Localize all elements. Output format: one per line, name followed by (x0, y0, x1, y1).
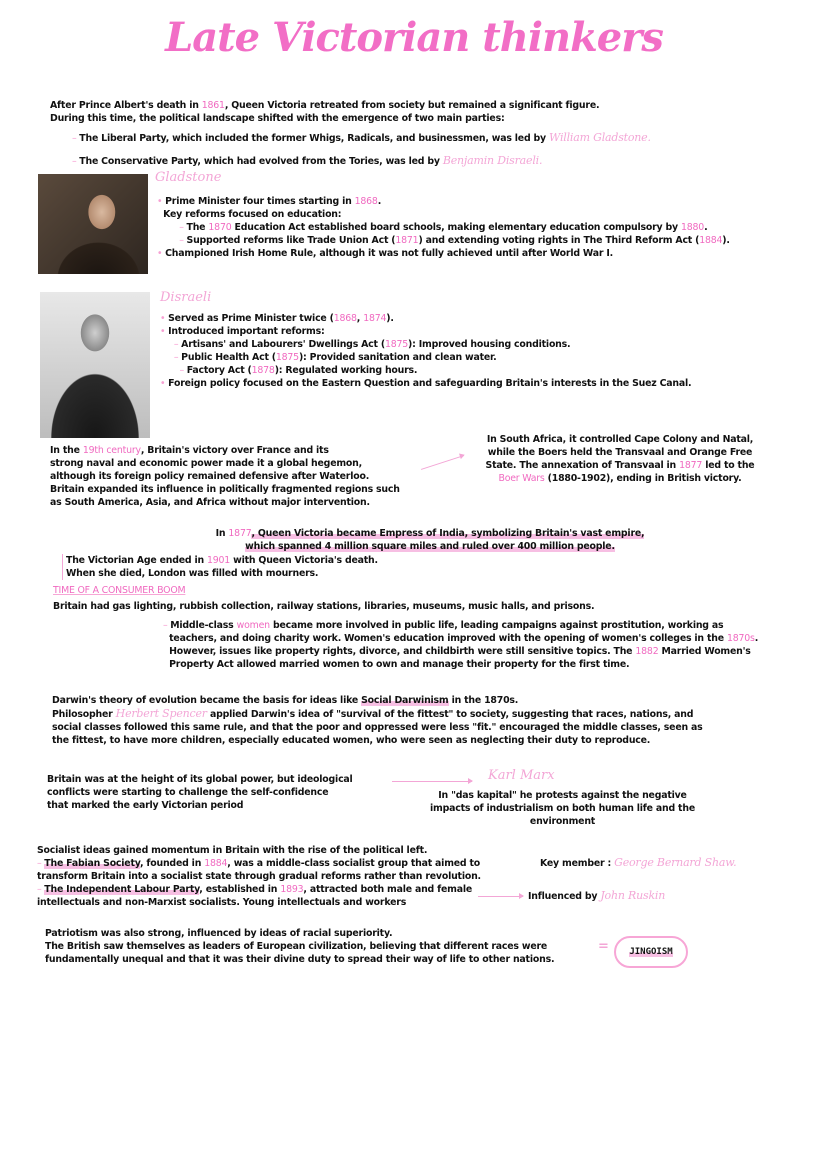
socialism-paragraph (37, 844, 481, 909)
highlighted-term: 1880 (681, 222, 705, 233)
text-segment: with Queen Victoria's death. (230, 555, 378, 566)
bullet-marker: • (157, 196, 166, 207)
highlighted-term: 1882 (635, 646, 659, 657)
marked-text: The Fabian Society (44, 858, 140, 869)
text-line (50, 496, 400, 509)
text-segment: , founded in (139, 858, 205, 869)
highlighted-term: 1878 (251, 365, 275, 376)
highlighted-term: 1877 (228, 528, 252, 539)
text-line (50, 444, 400, 457)
text-segment: transform Britain into a socialist state through gradual reforms rather than revolution. (37, 871, 481, 882)
bullet-marker: • (160, 313, 169, 324)
text-segment: State. The annexation of Transvaal in (485, 460, 680, 471)
text-line (157, 208, 730, 221)
text-segment: In (215, 528, 229, 539)
text-segment: The Conservative Party, which had evolved from the Tories, was led by (79, 156, 443, 167)
text-segment: (1880-1902), ending in British victory. (544, 473, 742, 484)
text-segment: Served as Prime Minister twice ( (168, 313, 334, 324)
text-segment: Factory Act ( (186, 365, 252, 376)
text-line (157, 247, 730, 260)
bullet-marker: • (157, 248, 166, 259)
text-segment: the fittest, to have more children, especially educated women, who were seen as neglecting their duty to reproduce. (52, 735, 651, 746)
text-segment: Influenced by (528, 891, 601, 902)
bullet-marker: – (37, 884, 45, 895)
text-line (37, 870, 481, 883)
key-member-note (540, 856, 736, 870)
text-segment: In "das kapital" he protests against the negative (438, 790, 687, 801)
highlighted-term: 1875 (275, 352, 299, 363)
text-segment: strong naval and economic power made it a global hegemon, (50, 458, 363, 469)
empress-paragraph (180, 527, 680, 553)
text-segment: Cape Colony (634, 434, 698, 445)
disraeli-notes (160, 312, 691, 390)
text-segment: , (356, 313, 364, 324)
text-line (160, 338, 691, 351)
marked-text: which spanned 4 million square miles and ruled over 400 million people. (245, 541, 615, 552)
text-line (37, 857, 481, 870)
highlighted-term: 19th century (82, 445, 141, 456)
patriotism-paragraph (45, 927, 554, 966)
disraeli-heading: Disraeli (160, 290, 212, 305)
text-segment: Darwin's theory of evolution became the basis for ideas like (52, 695, 362, 706)
gladstone-notes (157, 195, 730, 260)
text-segment: However, issues like property rights, divorce, and childbirth were still sensitive topics. The (163, 646, 636, 657)
text-segment: Britain had gas lighting, rubbish collection, railway stations, libraries, museums, music halls, and prisons. (53, 601, 595, 612)
text-segment: , established in (199, 884, 281, 895)
highlighted-term: 1901 (207, 555, 231, 566)
text-segment: ). (722, 235, 730, 246)
jingoism-label: JINGOISM (629, 947, 673, 957)
text-line (160, 312, 691, 325)
text-segment: . (704, 222, 708, 233)
text-line (45, 927, 554, 940)
text-segment: Britain expanded its influence in politically fragmented regions such (50, 484, 400, 495)
text-line (395, 789, 730, 802)
text-segment: Artisans' and Labourers' Dwellings Act ( (181, 339, 385, 350)
marked-text: The Independent Labour Party (44, 884, 200, 895)
text-segment: applied Darwin's idea of "survival of the fittest" to society, suggesting that races, nations, and (206, 709, 694, 720)
text-segment: Foreign policy focused on the Eastern Question and safeguarding Britain's interests in the Suez Canal. (168, 378, 692, 389)
arrow-icon (421, 455, 464, 470)
text-line (50, 483, 400, 496)
south-africa-paragraph (470, 433, 770, 485)
highlighted-term: 1875 (384, 339, 409, 350)
highlighted-term: 1874 (363, 313, 387, 324)
text-segment: Middle-class (170, 620, 237, 631)
text-segment: , was a middle-class socialist group that aimed to (227, 858, 481, 869)
text-line (470, 433, 770, 446)
text-line (180, 540, 680, 553)
text-segment: Socialist ideas gained momentum in Britain with the rise of the political left. (37, 845, 428, 856)
text-segment: The British saw themselves as leaders of European civilization, believing that different races were (45, 941, 548, 952)
arrow-icon (392, 781, 472, 782)
parties-list (72, 127, 651, 173)
text-line (37, 883, 481, 896)
highlighted-term: Boer Wars (498, 473, 545, 484)
highlighted-term: 1868 (333, 313, 357, 324)
consumer-boom-heading: TIME OF A CONSUMER BOOM (53, 585, 186, 596)
influenced-by-note (528, 889, 665, 903)
text-segment: in the 1870s. (448, 695, 519, 706)
text-segment: , (749, 434, 754, 445)
gladstone-portrait (38, 174, 148, 274)
name-annotation: John Ruskin (600, 889, 666, 902)
bullet-marker: – (157, 222, 187, 233)
bullet-marker: – (72, 133, 80, 144)
highlighted-term: 1870 (208, 222, 232, 233)
text-segment: Patriotism was also strong, influenced by ideas of racial superiority. (45, 928, 393, 939)
text-segment: led to the (702, 460, 755, 471)
text-line (470, 459, 770, 472)
text-segment: , Queen Victoria retreated from society but remained a significant figure. (224, 100, 600, 111)
name-annotation: Herbert Spencer (115, 707, 207, 720)
marked-text: Social Darwinism (361, 695, 449, 706)
text-line (157, 195, 730, 208)
text-line (395, 815, 730, 828)
ideological-paragraph (47, 773, 353, 812)
text-segment: fundamentally unequal and that it was their divine duty to spread their way of life to other nations. (45, 954, 555, 965)
text-segment: Married Women's (658, 646, 751, 657)
text-segment: intellectuals and non-Marxist socialists. Young intellectuals and workers (37, 897, 407, 908)
karl-marx-heading: Karl Marx (488, 768, 555, 783)
text-line (45, 940, 554, 953)
marx-paragraph (395, 789, 730, 828)
women-paragraph (163, 619, 758, 671)
text-segment: Prime Minister four times starting in (165, 196, 355, 207)
text-line (528, 889, 665, 903)
text-segment: social classes followed this same rule, and that the poor and oppressed were less "fit." encouraged the middle classes, seen as (52, 722, 703, 733)
text-segment: and (697, 434, 723, 445)
consumer-boom-line (53, 600, 594, 613)
text-line (163, 632, 758, 645)
bullet-marker: – (72, 156, 80, 167)
highlighted-term: women (236, 620, 270, 631)
text-line (50, 457, 400, 470)
text-segment: When she died, London was filled with mourners. (66, 568, 319, 579)
text-line (52, 707, 703, 721)
darwin-paragraph (52, 694, 703, 747)
text-segment: although its foreign policy remained defensive after Waterloo. (50, 471, 370, 482)
gladstone-heading: Gladstone (155, 170, 222, 185)
text-segment: During this time, the political landscape shifted with the emergence of two main parties: (50, 113, 505, 124)
text-segment: Britain was at the height of its global power, but ideological (47, 774, 353, 785)
highlighted-term: 1884 (699, 235, 723, 246)
arrow-icon (478, 896, 523, 897)
text-segment: Introduced important reforms: (168, 326, 325, 337)
highlighted-term: 1861 (201, 100, 225, 111)
text-line (47, 799, 353, 812)
text-segment: Key member : (540, 858, 615, 869)
text-segment: Supported reforms like Trade Union Act ( (186, 235, 396, 246)
page-title: Late Victorian thinkers (165, 14, 663, 61)
disraeli-portrait (40, 292, 150, 438)
bullet-marker: • (160, 378, 169, 389)
highlighted-term: 1870s (726, 633, 755, 644)
text-line (37, 896, 481, 909)
name-annotation: William Gladstone. (549, 131, 651, 144)
name-annotation: Benjamin Disraeli. (442, 154, 543, 167)
text-segment: , Britain's victory over France and its (140, 445, 329, 456)
bullet-marker: • (160, 326, 169, 337)
intro-paragraph (50, 99, 599, 125)
text-segment: In the (50, 445, 83, 456)
name-annotation: George Bernard Shaw. (614, 856, 737, 869)
highlighted-term: 1893 (280, 884, 304, 895)
text-line (52, 734, 703, 747)
text-segment: . (754, 633, 759, 644)
text-line (160, 377, 691, 390)
text-segment: became more involved in public life, leading campaigns against prostitution, working as (269, 620, 724, 631)
text-line (163, 658, 758, 671)
text-line (160, 351, 691, 364)
marked-text: , Queen Victoria became Empress of India, symbolizing Britain's vast empire, (251, 528, 645, 539)
text-line (66, 567, 378, 580)
text-segment: Education Act established board schools, making elementary education compulsory by (231, 222, 682, 233)
text-segment: as South America, Asia, and Africa without major intervention. (50, 497, 370, 508)
text-line (160, 364, 691, 377)
text-segment: The Liberal Party, which included the former Whigs, Radicals, and businessmen, was led by (79, 133, 550, 144)
highlighted-term: 1884 (204, 858, 228, 869)
bullet-marker: – (160, 365, 187, 376)
text-segment: . (377, 196, 382, 207)
text-line (163, 645, 758, 658)
text-segment: Philosopher (52, 709, 116, 720)
text-segment: that marked the early Victorian period (47, 800, 244, 811)
text-line (395, 802, 730, 815)
text-segment: ) and extending voting rights in The Third Reform Act ( (418, 235, 700, 246)
text-line (37, 844, 481, 857)
hegemon-paragraph (50, 444, 400, 509)
bullet-marker: – (37, 858, 45, 869)
text-line (157, 221, 730, 234)
text-line (540, 856, 736, 870)
text-segment: Natal (722, 434, 750, 445)
equals-sign: = (598, 939, 609, 954)
text-segment: while the Boers held the Transvaal and Orange Free (487, 447, 753, 458)
text-line (470, 472, 770, 485)
text-segment: conflicts were starting to challenge the self-confidence (47, 787, 329, 798)
highlighted-term: 1877 (679, 460, 703, 471)
text-line (157, 234, 730, 247)
text-segment: In South Africa, it controlled (486, 434, 635, 445)
bullet-marker: – (160, 339, 182, 350)
text-line (52, 694, 703, 707)
text-line (180, 527, 680, 540)
text-line (50, 99, 599, 112)
text-line (50, 470, 400, 483)
victorian-end-paragraph (62, 554, 378, 580)
text-line (72, 127, 651, 150)
text-segment: Property Act allowed married women to own and manage their property for the first time. (163, 659, 630, 670)
highlighted-term: 1868 (354, 196, 378, 207)
text-segment: ). (386, 313, 394, 324)
text-segment: The (186, 222, 209, 233)
text-line (163, 619, 758, 632)
text-segment: ): Improved housing conditions. (408, 339, 571, 350)
text-segment: teachers, and doing charity work. Women's education improved with the opening of women's colleges in the (163, 633, 727, 644)
text-segment: , attracted both male and female (303, 884, 473, 895)
text-line (470, 446, 770, 459)
text-segment: Championed Irish Home Rule, although it was not fully achieved until after World War I. (165, 248, 613, 259)
bullet-marker: – (157, 235, 187, 246)
text-line (160, 325, 691, 338)
text-segment: After Prince Albert's death in (50, 100, 202, 111)
text-line (47, 786, 353, 799)
text-segment: environment (529, 816, 596, 827)
text-segment: ): Provided sanitation and clean water. (298, 352, 497, 363)
highlighted-term: 1871 (395, 235, 419, 246)
text-line (53, 600, 594, 613)
jingoism-badge (614, 936, 688, 968)
text-line (47, 773, 353, 786)
text-segment: Public Health Act ( (181, 352, 276, 363)
text-line (45, 953, 554, 966)
text-line (66, 554, 378, 567)
bullet-marker: – (160, 352, 182, 363)
text-segment: impacts of industrialism on both human life and the (430, 803, 695, 814)
text-line (52, 721, 703, 734)
text-segment: Key reforms focused on education: (157, 209, 342, 220)
text-line (50, 112, 599, 125)
bullet-marker: – (163, 620, 171, 631)
text-segment: The Victorian Age ended in (66, 555, 207, 566)
text-segment: ): Regulated working hours. (274, 365, 418, 376)
